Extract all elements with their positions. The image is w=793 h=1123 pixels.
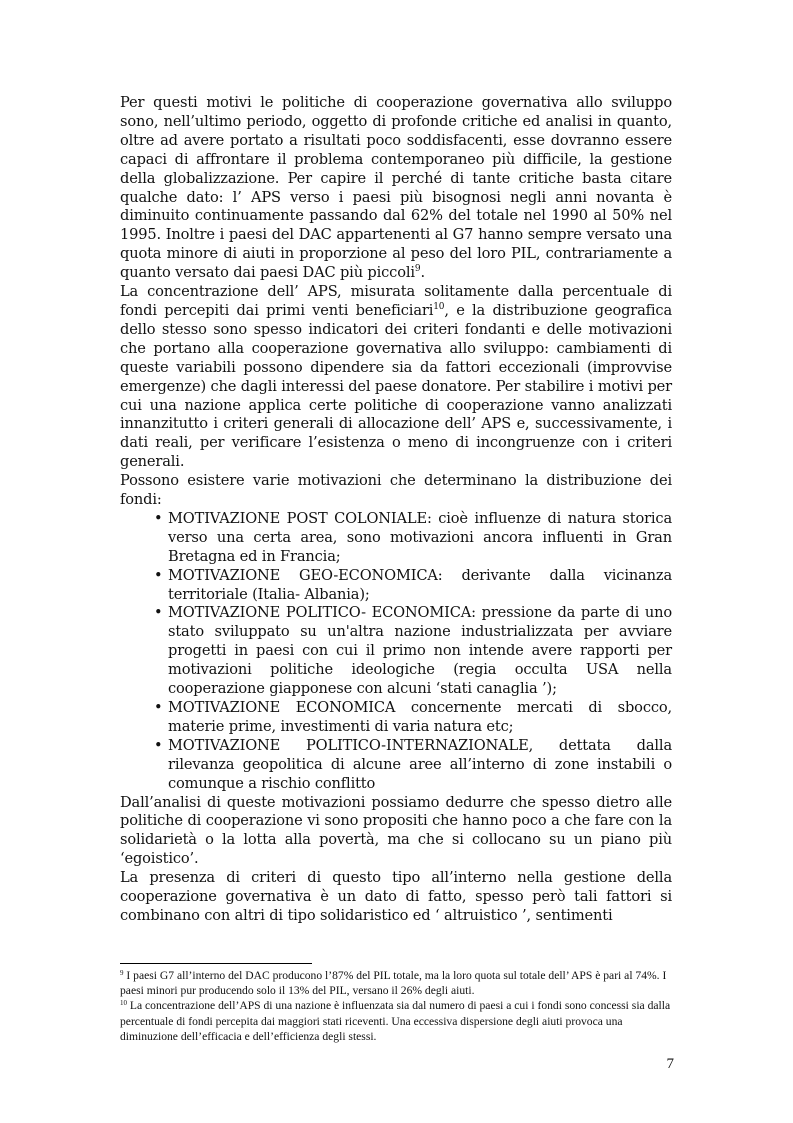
list-item: • MOTIVAZIONE ECONOMICA concernente mercati di sbocco, materie prime, investimenti di varia natura etc; (154, 699, 672, 735)
paragraph: Dall’analisi di queste motivazioni possiamo dedurre che spesso dietro alle politiche di cooperazione vi sono propositi che hanno poco a che fare con la solidarietà o la lotta alla povertà, ma che si collocano su un piano più ‘egoistico’. (120, 793, 672, 868)
footnote-ref: 9 (414, 264, 421, 275)
list-item: • MOTIVAZIONE GEO-ECONOMICA: derivante dalla vicinanza territoriale (Italia- Albania); (154, 566, 672, 603)
footnote-number: 9 (120, 969, 124, 977)
footnote: $^{10}$ La concentrazione dell’APS di una nazione è influenzata sia dal numero di paesi a cui i fondi sono concessi sia dalla percentuale di fondi percepita dai maggiori stati riceventi. Una eccessiva dispersione degli aiuti provoca una diminuzione dell’efficacia e dell’efficienza degli stessi. (120, 999, 671, 1043)
motivation-list (120, 510, 672, 794)
bullet-icon: • (154, 566, 163, 584)
paragraph: Possono esistere varie motivazioni che determinano la distribuzione dei fondi: (120, 472, 672, 509)
bullet-icon: • (154, 699, 163, 716)
list-item: • MOTIVAZIONE POST COLONIALE: cioè influenze di natura storica verso una certa area, sono motivazioni ancora influenti in Gran Bretagna ed in Francia; (154, 509, 672, 565)
footnote-ref: 10 (433, 301, 445, 312)
footnotes (120, 968, 672, 1044)
bullet-icon: • (154, 604, 163, 622)
footnote-divider (120, 963, 312, 964)
list-item: • MOTIVAZIONE POLITICO-INTERNAZIONALE, dettata dalla rilevanza geopolitica di alcune aree all’interno di zone instabili o comunque a rischio conflitto (154, 736, 672, 792)
footnote-number: 10 (120, 999, 127, 1008)
page-number: 7 (666, 1056, 674, 1072)
list-item: • MOTIVAZIONE POLITICO- ECONOMICA: pressione da parte di uno stato sviluppato su un'altra nazione industrializzata per avviare progetti in paesi con cui il primo non intende avere rapporti per motivazioni politiche ideologiche (regia occulta USA nella cooperazione giapponese con alcuni ‘stati canaglia ’); (154, 604, 672, 698)
footnote: $^9$ I paesi G7 all’interno del DAC producono l’87% del PIL totale, ma la loro quota sul totale dell’ APS è pari al 74%. I paesi minori pur producendo solo il 13% del PIL, versano il 26% degli aiuti. (120, 969, 667, 998)
paragraph: La presenza di criteri di questo tipo all’interno nella gestione della cooperazione governativa è un dato di fatto, spesso però tali fattori si combinano con altri di tipo solidaristico ed ‘ altruistico ’, sentimenti (120, 869, 672, 924)
bullet-icon: • (154, 509, 163, 527)
body-text (120, 94, 672, 926)
paragraph: Per questi motivi le politiche di cooperazione governativa allo sviluppo sono, nell’ultimo periodo, oggetto di profonde critiche ed analisi in quanto, oltre ad avere portato a risultati poco soddisfacenti, esse dovranno essere capaci di affrontare il problema contemporaneo più difficile, la gestione della globalizzazione. Per capire il perché di tante critiche basta citare qualche dato: l’ APS verso i paesi più bisognosi negli anni novanta è diminuito continuamente passando dal 62% del totale nel 1990 al 50% nel 1995. Inoltre i paesi del DAC appartenenti al G7 hanno sempre versato una quota minore di aiuti in proporzione al peso del loro PIL, contrariamente a quanto versato dai paesi DAC più piccoli$^9$. (120, 94, 672, 282)
paragraph: La concentrazione dell’ APS, misurata solitamente dalla percentuale di fondi percepiti dai primi venti beneficiari$^{10}$, e la distribuzione geografica dello stesso sono spesso indicatori dei criteri fondanti e delle motivazioni che portano alla cooperazione governativa allo sviluppo: cambiamenti di queste variabili possono dipendere sia da fattori eccezionali (improvvise emergenze) che dagli interessi del paese donatore. Per stabilire i motivi per cui una nazione applica certe politiche di cooperazione vanno analizzati innanzitutto i criteri generali di allocazione dell’ APS e, successivamente, i dati reali, per verificare l’esistenza o meno di incongruenze con i criteri generali. (120, 283, 673, 471)
bullet-icon: • (154, 736, 163, 754)
